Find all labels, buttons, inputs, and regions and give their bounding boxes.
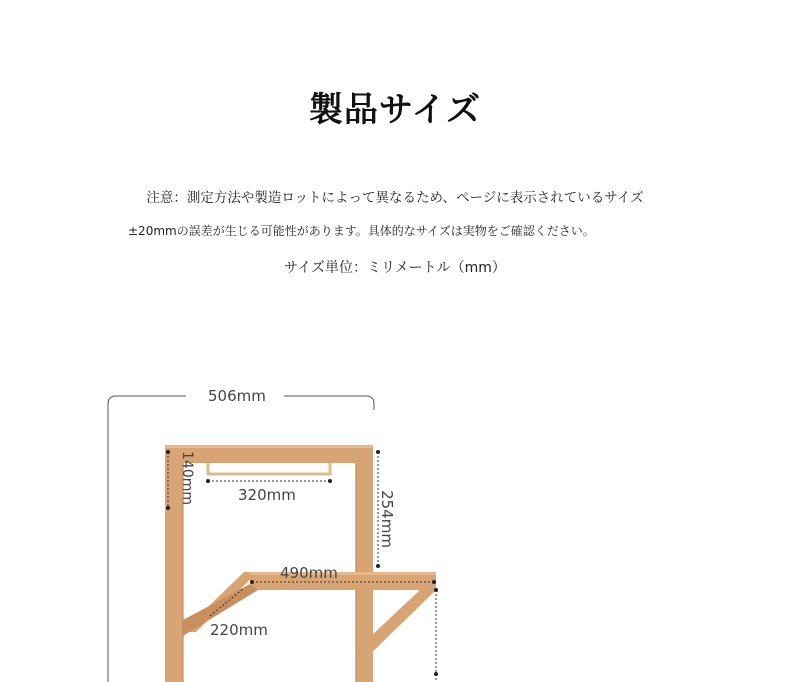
dim-top-height: 140mm	[179, 451, 195, 505]
dim-shelf-width: 490mm	[280, 564, 338, 582]
dim-dot	[376, 564, 380, 568]
dim-upper-height: 254mm	[377, 490, 396, 548]
note-tolerance: ±20mmの誤差が生じる可能性があります。具体的なサイズは実物をご確認ください。	[128, 224, 595, 238]
note-unit: サイズ単位：ミリメートル（mm）	[284, 260, 506, 276]
dim-dot	[206, 479, 210, 483]
dim-dot	[434, 672, 438, 676]
shelf-highlight	[250, 572, 436, 575]
brass-hanging-bar	[208, 463, 330, 474]
dim-dot	[166, 450, 170, 454]
dim-brace-length: 220mm	[210, 621, 268, 639]
dim-dot	[376, 450, 380, 454]
dim-dot	[432, 580, 436, 584]
dim-dot	[328, 479, 332, 483]
dim-bar-width: 320mm	[238, 486, 296, 504]
dim-dot	[166, 506, 170, 510]
dim-dot	[434, 588, 438, 592]
note-measurement: 注意：測定方法や製造ロットによって異なるため、ページに表示されているサイズ	[146, 190, 644, 206]
dim-overall-width: 506mm	[208, 387, 266, 405]
width-bracket-right	[284, 396, 374, 410]
page-title: 製品サイズ	[308, 90, 482, 130]
top-beam-highlight	[165, 445, 373, 448]
dim-dot	[250, 580, 254, 584]
